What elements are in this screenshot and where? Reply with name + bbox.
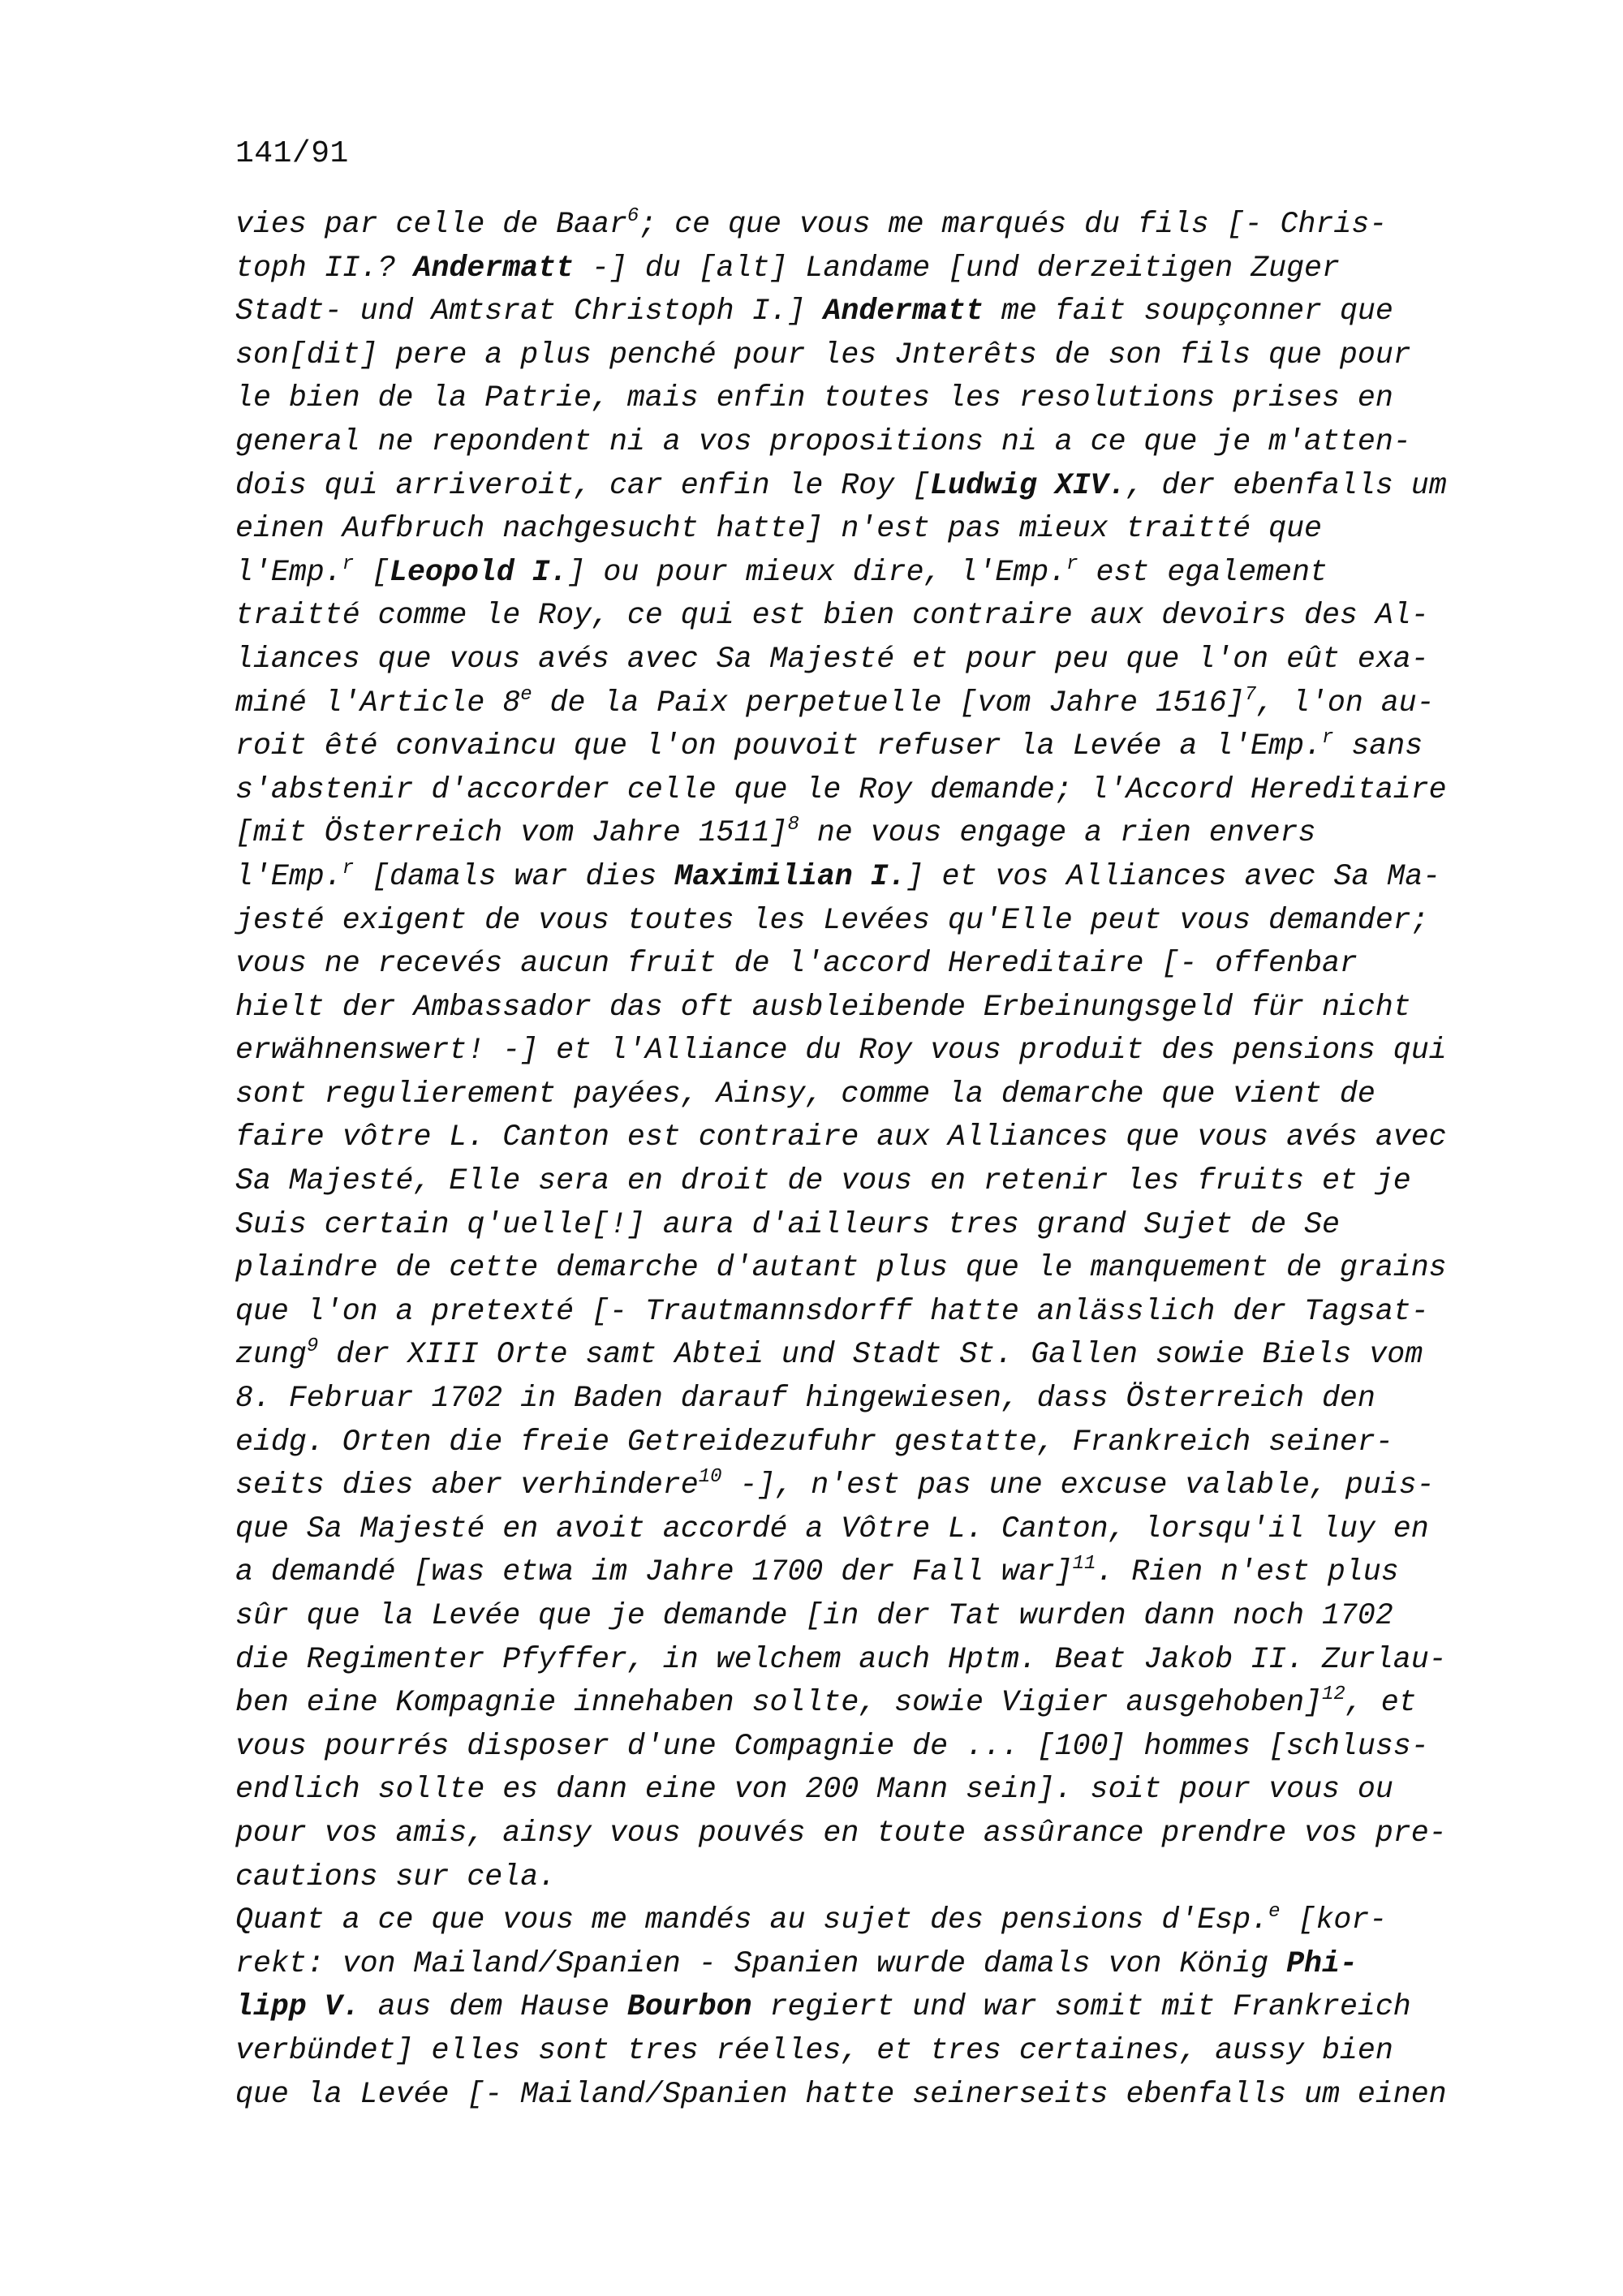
text-line (235, 594, 1477, 638)
text-line (235, 986, 1477, 1030)
text-line (235, 1073, 1477, 1116)
text-segment: [kor- (1280, 1903, 1388, 1937)
text-line (235, 1898, 1477, 1942)
page-number: 141/91 (235, 136, 349, 171)
text-line (235, 1377, 1477, 1421)
text-line (235, 1159, 1477, 1203)
text-segment: que l'on a pretexté [- Trautmannsdorff hatte anlässlich der Tagsat- (235, 1294, 1429, 1328)
text-segment: rekt: von Mailand/Spanien - Spanien wurde damals von König (235, 1946, 1287, 1980)
text-line (235, 2073, 1477, 2117)
text-segment: le bien de la Patrie, mais enfin toutes les resolutions prises en (235, 381, 1393, 415)
text-segment: jesté exigent de vous toutes les Levées qu'Elle peut vous demander; (235, 903, 1429, 937)
text-line (235, 1203, 1477, 1247)
text-line (235, 1290, 1477, 1334)
text-segment: me fait soupçonner que (983, 295, 1393, 329)
footnote-marker: r (1321, 727, 1334, 750)
text-segment: , l'on au- (1256, 686, 1435, 720)
text-line (235, 1812, 1477, 1855)
text-line (235, 855, 1477, 899)
text-segment: toph II.? (235, 251, 414, 285)
text-line (235, 1246, 1477, 1290)
text-segment: cautions sur cela. (235, 1860, 557, 1894)
text-segment: Sa Majesté, Elle sera en droit de vous en retenir les fruits et je (235, 1164, 1411, 1198)
text-segment: vous pourrés disposer d'une Compagnie de ... [100] hommes [schluss- (235, 1729, 1429, 1763)
text-segment: sont regulierement payées, Ainsy, comme la demarche que vient de (235, 1077, 1375, 1111)
letter-body-text (235, 203, 1477, 2116)
text-segment: ; ce que vous me marqués du fils [- Chris- (639, 208, 1388, 241)
text-line (235, 247, 1477, 290)
text-segment: s'abstenir d'accorder celle que le Roy demande; l'Accord Hereditaire (235, 772, 1447, 806)
text-segment: roit êté convaincu que l'on pouvoit refuser la Levée a l'Emp. (235, 729, 1322, 763)
footnote-marker: 9 (306, 1335, 319, 1358)
text-line (235, 1507, 1477, 1551)
text-line (235, 1725, 1477, 1769)
text-line (235, 290, 1477, 333)
text-line (235, 942, 1477, 986)
text-line (235, 551, 1477, 595)
text-segment: sûr que la Levée que je demande [in der Tat wurden dann noch 1702 (235, 1599, 1393, 1632)
text-segment: general ne repondent ni a vos propositions ni a ce que je m'atten- (235, 424, 1411, 458)
text-segment: , der ebenfalls um (1126, 468, 1447, 502)
text-line (235, 1942, 1477, 1986)
text-segment: [ (354, 555, 390, 589)
footnote-marker: 8 (787, 814, 799, 836)
text-segment: ne vous engage a rien envers (799, 816, 1316, 850)
text-line (235, 376, 1477, 420)
footnote-marker: r (1066, 553, 1078, 575)
text-segment: ] ou pour mieux dire, l'Emp. (567, 555, 1067, 589)
text-segment: l'Emp. (235, 555, 342, 589)
text-line (235, 1681, 1477, 1725)
bold-name: Phi- (1286, 1946, 1358, 1980)
text-line (235, 811, 1477, 855)
text-segment: [mit Österreich vom Jahre 1511] (235, 816, 788, 850)
footnote-marker: 6 (626, 205, 639, 227)
text-line (235, 333, 1477, 377)
footnote-marker: 7 (1244, 683, 1257, 706)
text-line (235, 1550, 1477, 1594)
text-segment: miné l'Article 8 (235, 686, 521, 720)
text-line (235, 464, 1477, 508)
text-line (235, 203, 1477, 247)
text-line (235, 1638, 1477, 1682)
footnote-marker: 10 (698, 1466, 722, 1489)
footnote-marker: r (342, 553, 355, 575)
text-segment: pour vos amis, ainsy vous pouvés en toute assûrance prendre vos pre- (235, 1816, 1447, 1850)
text-segment: erwähnenswert! -] et l'Alliance du Roy vous produit des pensions qui (235, 1034, 1447, 1068)
text-line (235, 1333, 1477, 1377)
text-segment: que Sa Majesté en avoit accordé a Vôtre L. Canton, lorsqu'il luy en (235, 1511, 1429, 1546)
text-segment: que la Levée [- Mailand/Spanien hatte seinerseits ebenfalls um einen (235, 2077, 1447, 2111)
text-segment: vous ne recevés aucun fruit de l'accord Hereditaire [- offenbar (235, 947, 1358, 981)
text-segment: -], n'est pas une excuse valable, puis- (721, 1468, 1435, 1503)
text-segment: die Regimenter Pfyffer, in welchem auch Hptm. Beat Jakob II. Zurlau- (235, 1642, 1447, 1676)
text-line (235, 1029, 1477, 1073)
text-segment: 8. Februar 1702 in Baden darauf hingewiesen, dass Österreich den (235, 1382, 1375, 1416)
text-segment: einen Aufbruch nachgesucht hatte] n'est pas mieux traitté que (235, 512, 1322, 546)
text-segment: liances que vous avés avec Sa Majesté et pour peu que l'on eût exa- (235, 642, 1429, 676)
bold-name: lipp V. (235, 1990, 360, 2024)
footnote-marker: r (342, 857, 355, 879)
text-segment: . Rien n'est plus (1096, 1555, 1399, 1589)
text-segment: est egalement (1078, 555, 1328, 589)
text-segment: vies par celle de Baar (235, 208, 627, 241)
footnote-marker: e (520, 683, 532, 706)
footnote-marker: 12 (1321, 1683, 1345, 1706)
text-segment: verbündet] elles sont tres réelles, et tres certaines, aussy bien (235, 2033, 1393, 2067)
bold-name: Bourbon (626, 1990, 752, 2024)
text-segment: aus dem Hause (359, 1990, 627, 2024)
text-segment: hielt der Ambassador das oft ausbleibende Erbeinungsgeld für nicht (235, 990, 1411, 1024)
footnote-marker: 11 (1072, 1553, 1096, 1576)
text-line (235, 638, 1477, 681)
text-segment: a demandé [was etwa im Jahre 1700 der Fall war] (235, 1555, 1073, 1589)
text-segment: eidg. Orten die freie Getreidezufuhr gestatte, Frankreich seiner- (235, 1425, 1393, 1459)
bold-name: Ludwig XIV. (930, 468, 1126, 502)
text-line (235, 420, 1477, 464)
text-segment: [damals war dies (354, 859, 675, 893)
text-segment: plaindre de cette demarche d'autant plus que le manquement de grains (235, 1251, 1447, 1285)
text-line (235, 2029, 1477, 2073)
text-line (235, 1985, 1477, 2029)
text-segment: regiert und war somit mit Frankreich (751, 1990, 1411, 2024)
text-segment: -] du [alt] Landame [und derzeitigen Zuger (574, 251, 1340, 285)
text-line (235, 899, 1477, 943)
text-segment: seits dies aber verhindere (235, 1468, 699, 1503)
text-segment: sans (1333, 729, 1423, 763)
bold-name: Maximilian I. (674, 859, 906, 893)
text-segment: de la Paix perpetuelle [vom Jahre 1516] (532, 686, 1245, 720)
footnote-marker: e (1268, 1901, 1281, 1924)
text-line (235, 1768, 1477, 1812)
text-segment: traitté comme le Roy, ce qui est bien contraire aux devoirs des Al- (235, 599, 1429, 633)
text-segment: Stadt- und Amtsrat Christoph I.] (235, 295, 824, 329)
text-line (235, 1464, 1477, 1507)
text-segment: zung (235, 1338, 307, 1372)
text-segment: ben eine Kompagnie innehaben sollte, sowie Vigier ausgehoben] (235, 1686, 1322, 1720)
text-segment: , et (1345, 1686, 1417, 1720)
text-segment: son[dit] pere a plus penché pour les Jnterêts de son fils que pour (235, 338, 1411, 372)
text-line (235, 507, 1477, 551)
text-segment: dois qui arriveroit, car enfin le Roy [ (235, 468, 931, 502)
bold-name: Andermatt (823, 295, 984, 329)
text-segment: der XIII Orte samt Abtei und Stadt St. Gallen sowie Biels vom (318, 1338, 1423, 1372)
text-segment: Suis certain q'uelle[!] aura d'ailleurs tres grand Sujet de Se (235, 1207, 1340, 1241)
bold-name: Andermatt (413, 251, 575, 285)
text-segment: ] et vos Alliances avec Sa Ma- (906, 859, 1441, 893)
text-line (235, 1594, 1477, 1638)
text-line (235, 681, 1477, 725)
text-segment: l'Emp. (235, 859, 342, 893)
text-line (235, 1421, 1477, 1464)
text-line (235, 724, 1477, 768)
text-line (235, 1116, 1477, 1159)
text-segment: faire vôtre L. Canton est contraire aux Alliances que vous avés avec (235, 1120, 1447, 1154)
text-line (235, 1855, 1477, 1899)
text-line (235, 768, 1477, 812)
text-segment: Quant a ce que vous me mandés au sujet des pensions d'Esp. (235, 1903, 1269, 1937)
text-segment: endlich sollte es dann eine von 200 Mann sein]. soit pour vous ou (235, 1773, 1393, 1807)
bold-name: Leopold I. (390, 555, 568, 589)
